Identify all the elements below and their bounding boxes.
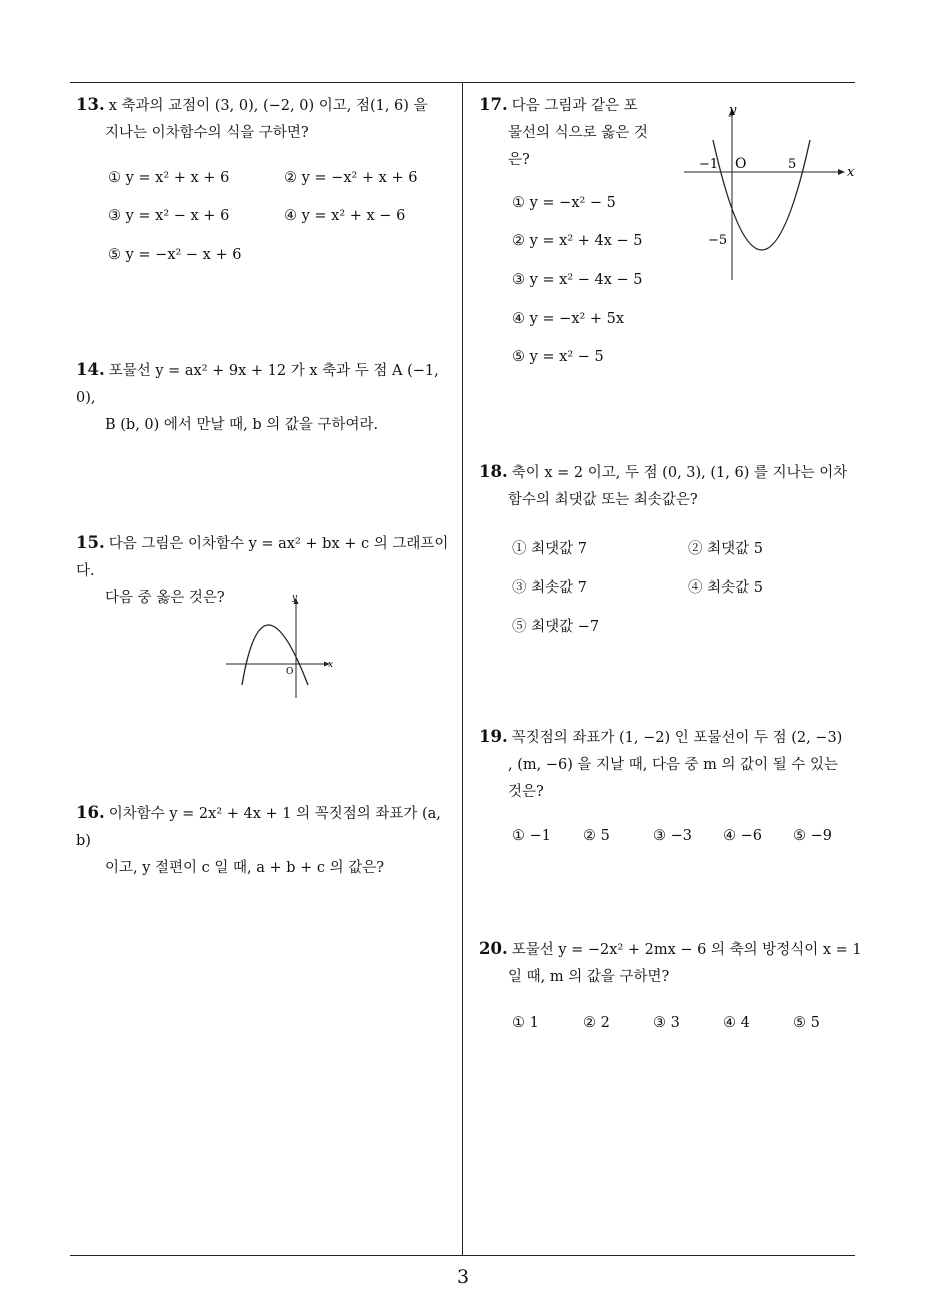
q20-option-5[interactable]: ⑤ 5	[793, 1015, 820, 1031]
q13-option-2[interactable]: ② y = −x² + x + 6	[284, 170, 418, 186]
question-text: 다음 중 옳은 것은?	[105, 590, 225, 606]
q20-option-2[interactable]: ② 2	[583, 1015, 610, 1031]
x-axis-label: x	[847, 165, 855, 180]
q20-option-1[interactable]: ① 1	[512, 1015, 539, 1031]
question-text: 물선의 식으로 옳은 것	[508, 125, 648, 141]
q18-option-1[interactable]: ① 최댓값 7	[512, 541, 587, 557]
question-number: 19.	[479, 727, 508, 746]
question-number: 17.	[479, 95, 508, 114]
q19-option-3[interactable]: ③ −3	[653, 828, 692, 844]
q19-option-5[interactable]: ⑤ −9	[793, 828, 832, 844]
question-text: , (m, −6) 을 지날 때, 다음 중 m 의 값이 될 수 있는	[508, 757, 839, 773]
q17-option-2[interactable]: ② y = x² + 4x − 5	[512, 233, 643, 249]
q18-option-4[interactable]: ④ 최솟값 5	[688, 580, 763, 596]
question-text: 은?	[508, 152, 530, 168]
bottom-rule	[70, 1255, 855, 1256]
q18-option-2[interactable]: ② 최댓값 5	[688, 541, 763, 557]
question-13	[76, 91, 456, 147]
question-text: 이고, y 절편이 c 일 때, a + b + c 의 값은?	[105, 860, 385, 876]
question-text: 축이 x = 2 이고, 두 점 (0, 3), (1, 6) 를 지나는 이차	[511, 465, 848, 481]
y-axis-label: y	[729, 103, 737, 118]
q17-option-3[interactable]: ③ y = x² − 4x − 5	[512, 272, 643, 288]
question-text: 일 때, m 의 값을 구하면?	[508, 969, 670, 985]
question-text: 포물선 y = −2x² + 2mx − 6 의 축의 방정식이 x = 1	[511, 942, 862, 958]
question-19	[479, 723, 864, 806]
q13-option-5[interactable]: ⑤ y = −x² − x + 6	[108, 247, 242, 263]
q17-option-4[interactable]: ④ y = −x² + 5x	[512, 311, 625, 327]
question-text: 지나는 이차함수의 식을 구하면?	[105, 125, 309, 141]
q17-option-5[interactable]: ⑤ y = x² − 5	[512, 349, 604, 365]
q18-option-3[interactable]: ③ 최솟값 7	[512, 580, 587, 596]
q19-option-1[interactable]: ① −1	[512, 828, 551, 844]
q18-option-5[interactable]: ⑤ 최댓값 −7	[512, 619, 600, 635]
x-axis-label: x	[328, 660, 334, 670]
q15-parabola-graph	[220, 590, 340, 700]
question-text: x 축과의 교점이 (3, 0), (−2, 0) 이고, 점(1, 6) 을	[108, 98, 428, 114]
q13-option-4[interactable]: ④ y = x² + x − 6	[284, 208, 406, 224]
question-text: B (b, 0) 에서 만날 때, b 의 값을 구하여라.	[105, 417, 379, 433]
question-number: 18.	[479, 462, 508, 481]
tick-label-neg1: −1	[699, 157, 719, 172]
question-number: 20.	[479, 939, 508, 958]
q17-parabola-graph	[680, 100, 860, 285]
page-number: 3	[456, 1266, 470, 1288]
column-divider	[462, 82, 463, 1255]
question-text: 다음 그림은 이차함수 y = ax² + bx + c 의 그래프이다.	[76, 536, 449, 579]
origin-label: O	[735, 156, 747, 172]
tick-label-5: 5	[788, 157, 797, 172]
question-text: 것은?	[508, 784, 544, 800]
question-text: 꼭짓점의 좌표가 (1, −2) 인 포물선이 두 점 (2, −3)	[511, 730, 843, 746]
question-18	[479, 458, 864, 514]
x-axis-arrow-icon	[838, 169, 845, 175]
q20-option-3[interactable]: ③ 3	[653, 1015, 680, 1031]
question-text: 다음 그림과 같은 포	[511, 98, 638, 114]
question-number: 14.	[76, 360, 105, 379]
question-number: 16.	[76, 803, 105, 822]
question-text: 함수의 최댓값 또는 최솟값은?	[508, 492, 698, 508]
parabola-curve	[242, 625, 308, 685]
question-text: 이차함수 y = 2x² + 4x + 1 의 꼭짓점의 좌표가 (a, b)	[76, 806, 441, 849]
question-20	[479, 935, 864, 991]
q13-option-1[interactable]: ① y = x² + x + 6	[108, 170, 230, 186]
q17-option-1[interactable]: ① y = −x² − 5	[512, 195, 616, 211]
q19-option-2[interactable]: ② 5	[583, 828, 610, 844]
origin-label: O	[286, 667, 294, 677]
question-number: 13.	[76, 95, 105, 114]
tick-label-neg5: −5	[708, 233, 728, 248]
question-17	[479, 91, 679, 174]
q20-option-4[interactable]: ④ 4	[723, 1015, 750, 1031]
y-axis-label: y	[292, 593, 298, 603]
q13-option-3[interactable]: ③ y = x² − x + 6	[108, 208, 230, 224]
question-14	[76, 356, 456, 439]
question-text: 포물선 y = ax² + 9x + 12 가 x 축과 두 점 A (−1, 0),	[76, 363, 439, 406]
question-number: 15.	[76, 533, 105, 552]
q19-option-4[interactable]: ④ −6	[723, 828, 762, 844]
question-16	[76, 799, 456, 882]
